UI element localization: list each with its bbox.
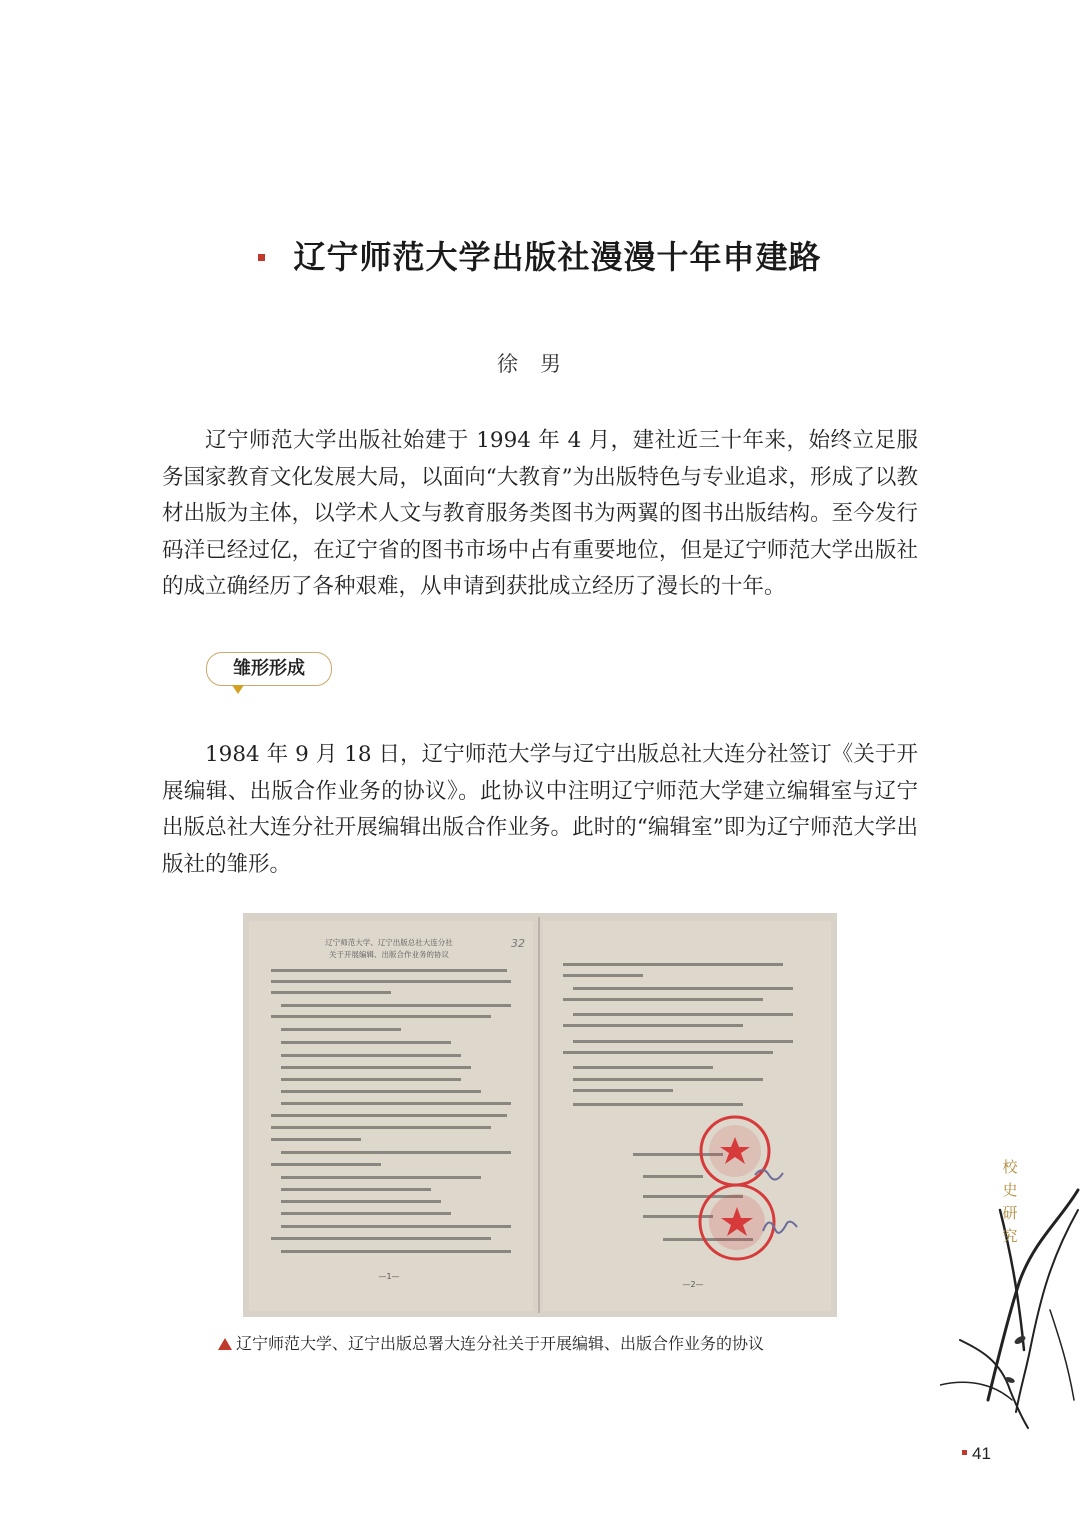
doc-annotation: 32 bbox=[511, 937, 525, 950]
red-seal-stamp-bottom bbox=[700, 1185, 774, 1259]
side-label-char: 校 bbox=[1002, 1158, 1018, 1176]
page-number-bullet-icon bbox=[962, 1450, 967, 1455]
doc-left-title-1: 辽宁师范大学、辽宁出版总社大连分社 bbox=[325, 938, 453, 947]
article-title-row bbox=[0, 232, 1080, 278]
section-heading: 雏形形成 bbox=[206, 652, 332, 686]
figure-caption bbox=[218, 1331, 878, 1354]
agreement-document-photo bbox=[243, 913, 837, 1317]
doc-right-page-number: —2— bbox=[682, 1280, 704, 1289]
article-author: 徐男 bbox=[497, 352, 583, 376]
side-label-char: 究 bbox=[1002, 1227, 1018, 1245]
section-paragraph: 1984 年 9 月 18 日，辽宁师范大学与辽宁出版总社大连分社签订《关于开展编辑、出版合作业务的协议》。此协议中注明辽宁师范大学建立编辑室与辽宁出版总社大连分社开展编辑出版合作业务。此时的“编辑室”即为辽宁师范大学出版社的雏形。 bbox=[162, 742, 918, 877]
doc-left-page-number: —1— bbox=[378, 1272, 400, 1281]
section-side-label bbox=[998, 1156, 1022, 1248]
doc-left-title-2: 关于开展编辑、出版合作业务的协议 bbox=[329, 950, 449, 959]
title-bullet-icon bbox=[258, 254, 265, 261]
red-seal-stamp-top bbox=[701, 1117, 769, 1185]
red-triangle-icon bbox=[218, 1338, 232, 1350]
section-heading-arrow-icon bbox=[232, 685, 244, 694]
page-number-text: 41 bbox=[972, 1444, 991, 1463]
figure-caption-text: 辽宁师范大学、辽宁出版总署大连分社关于开展编辑、出版合作业务的协议 bbox=[236, 1334, 765, 1353]
page-number bbox=[962, 1444, 991, 1464]
article-title: 辽宁师范大学出版社漫漫十年申建路 bbox=[293, 238, 822, 276]
side-label-char: 史 bbox=[1002, 1181, 1018, 1199]
side-label-char: 研 bbox=[1002, 1204, 1018, 1222]
intro-paragraph: 辽宁师范大学出版社始建于 1994 年 4 月，建社近三十年来，始终立足服务国家教育文化发展大局，以面向“大教育”为出版特色与专业追求，形成了以教材出版为主体，以学术人文与教育服务类图书为两翼的图书出版结构。至今发行码洋已经过亿，在辽宁省的图书市场中占有重要地位，但是辽宁师范大学出版社的成立确经历了各种艰难，从申请到获批成立经历了漫长的十年。 bbox=[162, 428, 918, 599]
